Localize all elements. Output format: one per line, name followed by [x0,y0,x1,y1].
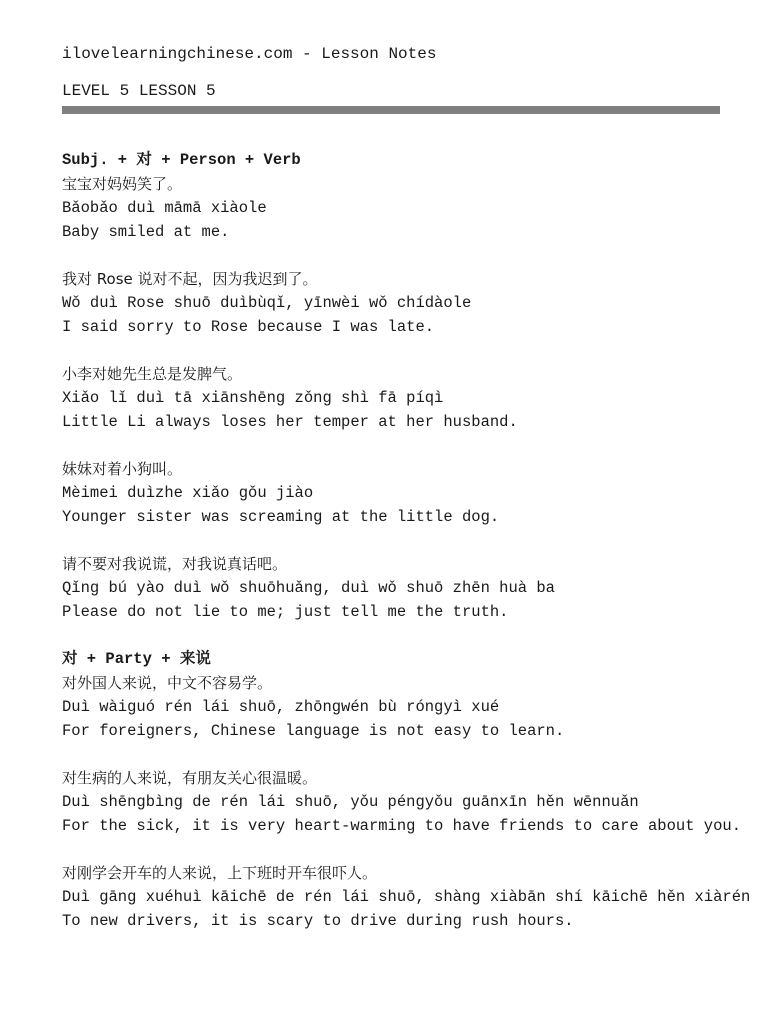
english-translation: Younger sister was screaming at the little dog. [62,508,500,526]
chinese-sentence: 宝宝对妈妈笑了。 [62,175,183,193]
english-translation: Please do not lie to me; just tell me the truth. [62,603,509,621]
chinese-sentence: 对生病的人来说，有朋友关心很温暖。 [62,769,318,787]
english-translation: For foreigners, Chinese language is not easy to learn. [62,722,565,740]
chinese-sentence: 妹妹对着小狗叫。 [62,460,183,478]
example-sentence [62,457,722,529]
section-heading: 对 + Party + 来说 [62,650,211,668]
site-title: ilovelearningchinese.com - Lesson Notes [62,45,437,63]
lesson-body [62,148,751,956]
grammar-section [62,148,722,624]
example-sentence [62,362,722,434]
english-translation: For the sick, it is very heart-warming to have friends to care about you. [62,817,742,835]
chinese-sentence: 请不要对我说谎，对我说真话吧。 [62,555,288,573]
pinyin-line: Duì wàiguó rén lái shuō, zhōngwén bù róngyì xué [62,698,500,716]
example-sentence [62,552,722,624]
chinese-sentence: 对外国人来说，中文不容易学。 [62,674,273,692]
example-sentence [62,671,722,743]
example-sentence [62,267,722,339]
pinyin-line: Bǎobǎo duì māmā xiàole [62,199,267,217]
pinyin-line: Duì gāng xuéhuì kāichē de rén lái shuō, shàng xiàbān shí kāichē hěn xiàrén [62,888,751,906]
pinyin-line: Xiǎo lǐ duì tā xiānshēng zǒng shì fā píqì [62,389,444,407]
level-lesson-label: LEVEL 5 LESSON 5 [62,82,216,100]
english-translation: Baby smiled at me. [62,223,230,241]
english-translation: I said sorry to Rose because I was late. [62,318,435,336]
chinese-sentence: 我对 Rose 说对不起，因为我迟到了。 [62,270,318,288]
example-sentence [62,766,742,838]
pinyin-line: Duì shēngbìng de rén lái shuō, yǒu péngyǒu guānxīn hěn wēnnuǎn [62,793,639,811]
pinyin-line: Mèimei duìzhe xiǎo gǒu jiào [62,484,314,502]
chinese-sentence: 对刚学会开车的人来说，上下班时开车很吓人。 [62,864,378,882]
example-sentence [62,861,751,933]
english-translation: To new drivers, it is scary to drive during rush hours. [62,912,574,930]
grammar-section [62,647,751,933]
example-sentence [62,172,722,244]
header-divider [62,106,720,114]
english-translation: Little Li always loses her temper at her husband. [62,413,518,431]
section-heading: Subj. + 对 + Person + Verb [62,151,301,169]
pinyin-line: Wǒ duì Rose shuō duìbùqǐ, yīnwèi wǒ chídàole [62,294,472,312]
chinese-sentence: 小李对她先生总是发脾气。 [62,365,243,383]
pinyin-line: Qǐng bú yào duì wǒ shuōhuǎng, duì wǒ shuō zhēn huà ba [62,579,555,597]
